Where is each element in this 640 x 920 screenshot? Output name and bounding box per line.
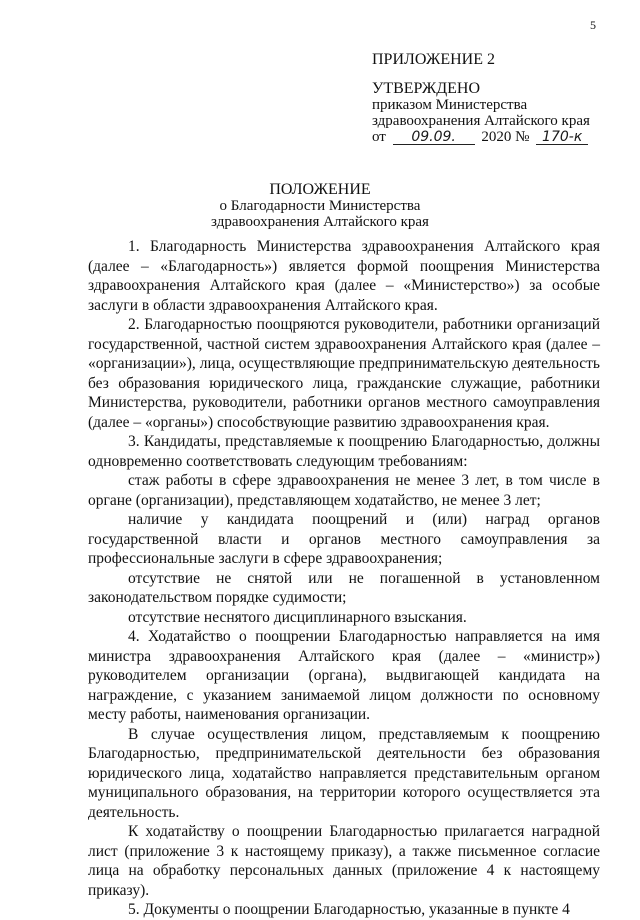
page-number: 5	[590, 18, 596, 32]
document-subtitle-2: здравоохранения Алтайского края	[211, 214, 429, 230]
handwritten-order-number: 170-к	[536, 130, 588, 145]
appendix-label: ПРИЛОЖЕНИЕ 2	[372, 51, 496, 68]
paragraph: 1. Благодарность Министерства здравоохранения Алтайского края (далее – «Благодарность») является формой поощрения Министерства здравоохранения Алтайского края (далее – «Министерство») за особые заслуги в области здравоохранения Алтайского края.	[88, 238, 600, 314]
order-date-line	[372, 129, 622, 145]
document-body	[88, 237, 600, 920]
document-title-block	[0, 182, 640, 230]
from-label: от	[372, 129, 386, 145]
document-title: ПОЛОЖЕНИЕ	[269, 181, 371, 198]
paragraph: 2. Благодарностью поощряются руководители, работники организаций государственной, частной систем здравоохранения Алтайского края (далее – «организации»), лица, осуществляющие предпринимательскую деятельность без образования юридического лица, гражданские служащие, работники Министерства, руководители, работники органов местного самоуправления (далее – «органы») способствующие развитию здравоохранения края.	[88, 316, 600, 431]
paragraph: К ходатайству о поощрении Благодарностью прилагается наградной лист (приложение 3 к настоящему приказу), а также письменное согласие лица на обработку персональных данных (приложение 4 к настоящему приказу).	[88, 823, 600, 899]
handwritten-date: 09.09.	[393, 130, 475, 145]
paragraph: отсутствие не снятой или не погашенной в установленном законодательством порядке судимости;	[88, 569, 600, 606]
approved-label: УТВЕРЖДЕНО	[372, 80, 481, 97]
order-line-1: приказом Министерства	[372, 97, 528, 113]
paragraph: наличие у кандидата поощрений и (или) наград органов государственной власти и органов местного самоуправления за профессиональные заслуги в сфере здравоохранения;	[88, 511, 600, 567]
paragraph: 3. Кандидаты, представляемые к поощрению Благодарностью, должны одновременно соответствовать следующим требованиям:	[88, 433, 600, 470]
year-number-label: 2020 №	[481, 129, 530, 145]
paragraph: 5. Документы о поощрении Благодарностью, указанные в пункте 4	[128, 901, 570, 918]
approval-stamp-block	[372, 52, 622, 145]
document-subtitle-1: о Благодарности Министерства	[219, 198, 421, 214]
order-line-2: здравоохранения Алтайского края	[372, 113, 590, 129]
paragraph: отсутствие неснятого дисциплинарного взыскания.	[128, 608, 467, 626]
paragraph: В случае осуществления лицом, представляемым к поощрению Благодарностью, предпринимательской деятельности без образования юридического лица, ходатайство направляется представительным органом муниципального образования, на территории которого осуществляется эта деятельность.	[88, 725, 600, 821]
paragraph: стаж работы в сфере здравоохранения не менее 3 лет, в том числе в органе (организации), представляющем ходатайство, не менее 3 лет;	[88, 472, 600, 509]
paragraph: 4. Ходатайство о поощрении Благодарностью направляется на имя министра здравоохранения Алтайского края (далее – «министр») руководителем организации (органа), выдвигающей кандидата на награждение, с указанием занимаемой лицом должности по основному месту работы, наименования организации.	[88, 628, 600, 723]
